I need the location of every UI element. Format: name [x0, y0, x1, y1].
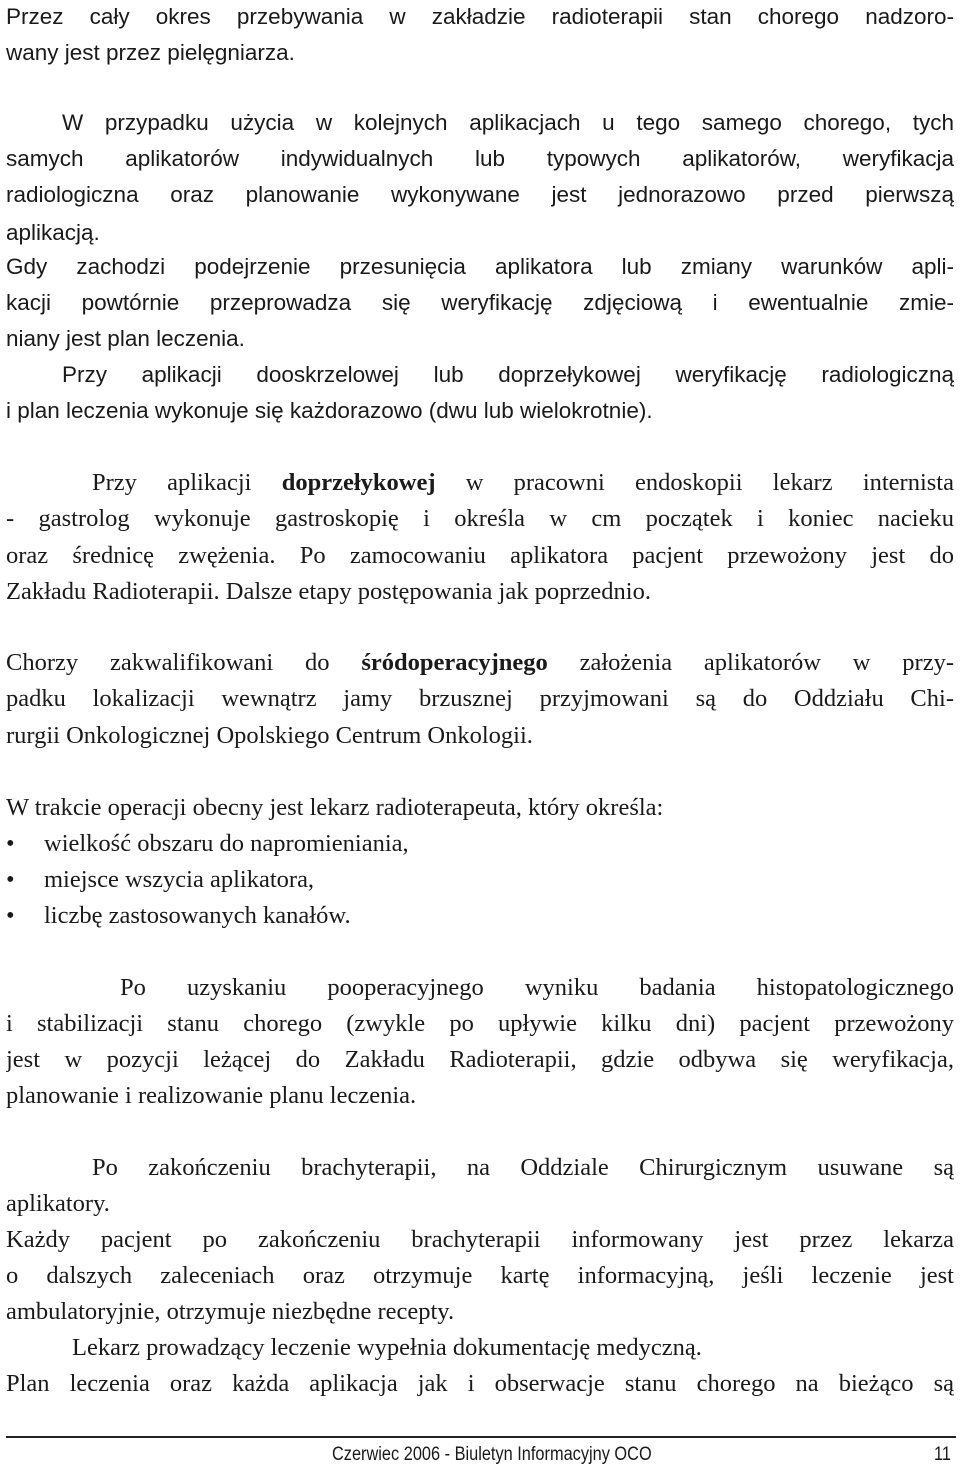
- list-item-text: miejsce wszycia aplikatora,: [44, 866, 315, 893]
- paragraph-line: Przez cały okres przebywania w zakładzie radioterapii stan chorego nadzoro-: [6, 4, 954, 29]
- paragraph-line: radiologiczna oraz planowanie wykonywane jest jednorazowo przed pierwszą: [6, 182, 954, 207]
- paragraph-line: W trakcie operacji obecny jest lekarz radioterapeuta, który określa:: [6, 794, 664, 821]
- list-item: [6, 901, 351, 931]
- paragraph-line: samych aplikatorów indywidualnych lub typowych aplikatorów, weryfikacja: [6, 146, 954, 171]
- paragraph-line: Plan leczenia oraz każda aplikacja jak i obserwacje stanu chorego na bieżąco są: [6, 1370, 954, 1397]
- paragraph-line: planowanie i realizowanie planu leczenia.: [6, 1082, 417, 1109]
- bullet-icon: •: [6, 830, 15, 857]
- paragraph-line: o dalszych zaleceniach oraz otrzymuje kartę informacyjną, jeśli leczenie jest: [6, 1262, 954, 1289]
- paragraph-text: w pracowni endoskopii lekarz internista: [435, 469, 954, 496]
- paragraph-line: Zakładu Radioterapii. Dalsze etapy postępowania jak poprzednio.: [6, 578, 651, 605]
- paragraph-text: założenia aplikatorów w przy-: [547, 649, 954, 676]
- paragraph-text: Przy aplikacji: [92, 469, 282, 496]
- page-number: 11: [934, 1444, 951, 1465]
- paragraph-line: Przy aplikacji dooskrzelowej lub doprzełykowej weryfikację radiologiczną: [62, 362, 954, 387]
- paragraph-line: [92, 468, 954, 498]
- paragraph-line: i plan leczenia wykonuje się każdorazowo (dwu lub wielokrotnie).: [6, 398, 653, 423]
- paragraph-line: padku lokalizacji wewnątrz jamy brzusznej przyjmowani są do Oddziału Chi-: [6, 685, 954, 712]
- paragraph-line: Po zakończeniu brachyterapii, na Oddziale Chirurgicznym usuwane są: [92, 1154, 954, 1181]
- paragraph-text: Chorzy zakwalifikowani do: [6, 649, 362, 676]
- paragraph-line: jest w pozycji leżącej do Zakładu Radioterapii, gdzie odbywa się weryfikacja,: [6, 1046, 954, 1073]
- paragraph-line: Po uzyskaniu pooperacyjnego wyniku badania histopatologicznego: [120, 974, 954, 1001]
- paragraph-line: Każdy pacjent po zakończeniu brachyterapii informowany jest przez lekarza: [6, 1226, 954, 1253]
- bold-term: doprzełykowej: [281, 469, 436, 496]
- bullet-icon: •: [6, 902, 15, 929]
- list-item: [6, 865, 314, 895]
- paragraph-line: Lekarz prowadzący leczenie wypełnia dokumentację medyczną.: [72, 1334, 702, 1361]
- list-item-text: wielkość obszaru do napromieniania,: [44, 830, 409, 857]
- paragraph-line: oraz średnicę zwężenia. Po zamocowaniu aplikatora pacjent przewożony jest do: [6, 542, 954, 569]
- footer-title: Czerwiec 2006 - Biuletyn Informacyjny OCO: [332, 1444, 652, 1465]
- paragraph-line: - gastrolog wykonuje gastroskopię i określa w cm początek i koniec nacieku: [6, 505, 954, 532]
- list-item-text: liczbę zastosowanych kanałów.: [44, 902, 351, 929]
- paragraph-line: i stabilizacji stanu chorego (zwykle po upływie kilku dni) pacjent przewożony: [6, 1010, 954, 1037]
- paragraph-line: aplikatory.: [6, 1190, 110, 1217]
- paragraph-line: rurgii Onkologicznej Opolskiego Centrum Onkologii.: [6, 722, 533, 749]
- paragraph-line: wany jest przez pielęgniarza.: [6, 40, 295, 65]
- paragraph-line: aplikacją.: [6, 220, 100, 245]
- paragraph-line: kacji powtórnie przeprowadza się weryfikację zdjęciową i ewentualnie zmie-: [6, 290, 954, 315]
- paragraph-line: [6, 648, 954, 678]
- paragraph-line: niany jest plan leczenia.: [6, 326, 245, 351]
- bold-term: śródoperacyjnego: [361, 649, 548, 676]
- list-item: [6, 829, 409, 859]
- paragraph-line: ambulatoryjnie, otrzymuje niezbędne recepty.: [6, 1298, 455, 1325]
- footer-divider: [6, 1436, 956, 1438]
- paragraph-line: Gdy zachodzi podejrzenie przesunięcia aplikatora lub zmiany warunków apli-: [6, 254, 954, 279]
- paragraph-line: W przypadku użycia w kolejnych aplikacjach u tego samego chorego, tych: [62, 110, 954, 135]
- bullet-icon: •: [6, 866, 15, 893]
